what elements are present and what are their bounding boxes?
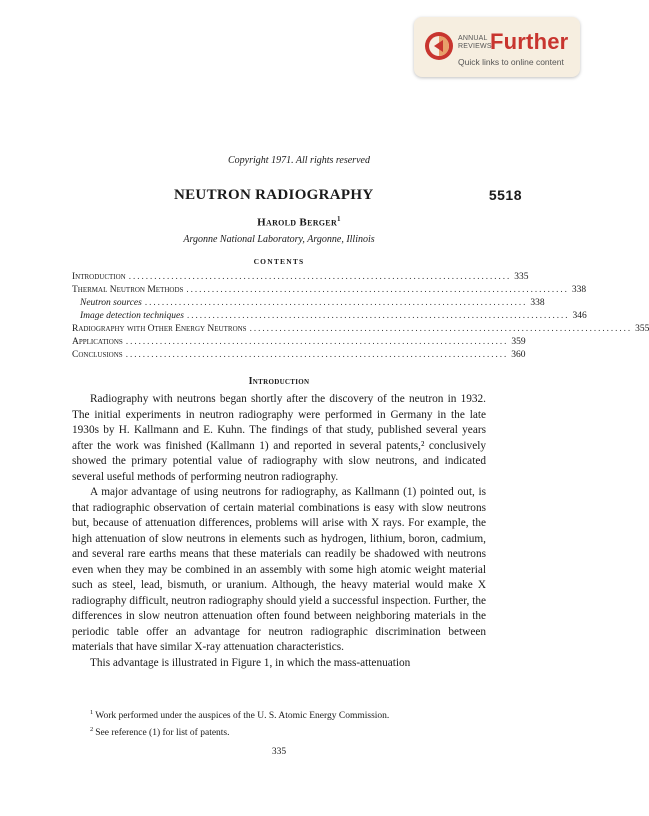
toc-page: 335 bbox=[514, 272, 529, 282]
body-paragraph: Radiography with neutrons began shortly after the discovery of the neutron in 1932. The initial experiments in neutron radiography were performed in Germany in the late 1930s by H. Kallmann and E. Kuhn. The findings of that study, published several years after the work was finished (Kallmann 1) and reported in several patents,² conclusively showed the primary potential value of radiography with slow neutrons, and indicated several useful methods of performing neutron radiography. bbox=[72, 393, 486, 483]
toc-page: 338 bbox=[530, 298, 545, 308]
toc-leader: .......................................................................................... bbox=[144, 297, 528, 307]
toc-label: Conclusions bbox=[72, 350, 123, 360]
page-number: 335 bbox=[271, 747, 287, 757]
body-paragraph: A major advantage of using neutrons for radiography, as Kallmann (1) pointed out, is that radiographic observation of certain material combinations is easy with slow neutrons but, because of attenuation differences, problems will arise with X rays. For example, the high attenuation of slow neutrons in elements such as hydrogen, lithium, boron, cadmium, and several rare earths means that these materials can readily be shadowed with neutrons even when they may be combined in an assembly with some high atomic weight material such as steel, lead, bismuth, or uranium. Although, the heavy material would make X radiography difficult, neutron radiography should yield a successful inspection. Further, the differences in slow neutron attenuation often found between neighboring materials in the periodic table offer an advantage for neutron radiographic discrimination between materials that have similar X-ray attenuation characteristics. bbox=[72, 486, 486, 653]
toc-label: Neutron sources bbox=[80, 298, 142, 308]
further-tagline: Quick links to online content bbox=[458, 57, 564, 67]
toc-leader: .......................................................................................... bbox=[125, 349, 509, 359]
toc-leader: .......................................................................................... bbox=[249, 323, 633, 333]
annual-reviews-further-badge[interactable] bbox=[414, 17, 580, 77]
author-name: Harold Berger bbox=[257, 216, 338, 229]
annual-reviews-wordmark bbox=[458, 35, 492, 51]
toc-entry-neutron-sources[interactable] bbox=[72, 297, 545, 310]
further-label: Further bbox=[490, 29, 569, 54]
footnote-mark: 2 bbox=[90, 726, 94, 734]
article-title: NEUTRON RADIOGRAPHY bbox=[174, 187, 374, 203]
annual-reviews-logo-icon bbox=[424, 31, 454, 61]
section-heading-introduction: Introduction bbox=[248, 376, 310, 387]
toc-leader: .......................................................................................... bbox=[186, 284, 569, 294]
toc-entry-other-energy-neutrons[interactable] bbox=[72, 323, 649, 336]
footnote-text: Work performed under the auspices of the U. S. Atomic Energy Commission. bbox=[95, 711, 390, 722]
reviews-label: REVIEWS bbox=[458, 43, 492, 50]
toc-entry-applications[interactable] bbox=[72, 336, 526, 349]
toc-label: Applications bbox=[72, 337, 123, 347]
toc-leader: .......................................................................................... bbox=[186, 310, 570, 320]
toc-page: 338 bbox=[571, 285, 587, 295]
toc-entry-conclusions[interactable] bbox=[72, 349, 526, 362]
author-line bbox=[0, 215, 598, 229]
footnote-1 bbox=[90, 706, 490, 723]
author-footnote-mark: 1 bbox=[337, 215, 341, 223]
contents-heading: CONTENTS bbox=[253, 257, 305, 266]
toc-page: 346 bbox=[572, 311, 587, 321]
copyright-notice: Copyright 1971. All rights reserved bbox=[228, 155, 370, 166]
toc-entry-image-detection-techniques[interactable] bbox=[72, 310, 587, 323]
footnote-2 bbox=[90, 723, 490, 740]
toc-leader: .......................................................................................... bbox=[125, 336, 509, 346]
toc-entry-thermal-neutron-methods[interactable] bbox=[72, 284, 587, 297]
footnotes bbox=[90, 706, 490, 740]
body-paragraph: This advantage is illustrated in Figure 1, in which the mass-attenuation bbox=[90, 656, 411, 669]
footnote-text: See reference (1) for list of patents. bbox=[95, 728, 230, 739]
toc-label: Radiography with Other Energy Neutrons bbox=[72, 324, 247, 334]
toc-label: Thermal Neutron Methods bbox=[72, 285, 184, 295]
toc-label: Introduction bbox=[72, 272, 126, 282]
toc-page: 359 bbox=[511, 337, 526, 347]
toc-page: 360 bbox=[511, 350, 526, 360]
toc-leader: .......................................................................................... bbox=[128, 271, 512, 281]
article-body bbox=[72, 392, 486, 671]
table-of-contents bbox=[72, 271, 649, 362]
footnote-mark: 1 bbox=[90, 709, 94, 716]
toc-page: 355 bbox=[635, 324, 649, 334]
annual-label: ANNUAL bbox=[458, 35, 488, 42]
affiliation: Argonne National Laboratory, Argonne, Illinois bbox=[183, 234, 375, 245]
article-code: 5518 bbox=[488, 187, 522, 203]
toc-label: Image detection techniques bbox=[80, 311, 184, 321]
toc-entry-introduction[interactable] bbox=[72, 271, 529, 284]
